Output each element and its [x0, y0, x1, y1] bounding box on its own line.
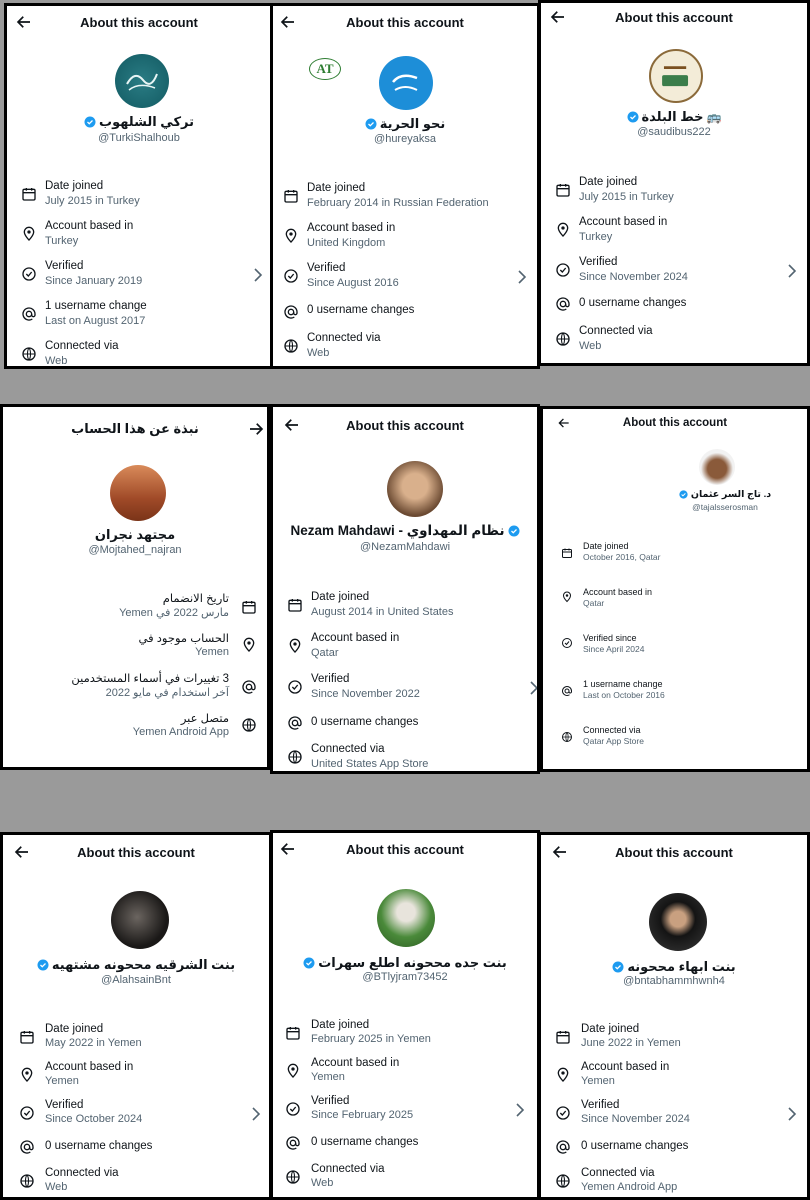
- display-name: بنت جده مححونه اطلع سهرات: [273, 955, 537, 971]
- back-arrow-icon[interactable]: [279, 13, 297, 31]
- page-title: نبذة عن هذا الحساب: [71, 421, 199, 436]
- display-name: بنت الشرقيه مححونه مشتهيه: [3, 957, 269, 973]
- at-sign-icon: [555, 1139, 571, 1155]
- chevron-right-icon[interactable]: [787, 1107, 797, 1121]
- account-panel-bntabha: [538, 832, 810, 1200]
- back-arrow-icon[interactable]: [557, 416, 571, 430]
- verified-badge-icon: [627, 111, 639, 123]
- calendar-icon: [21, 186, 37, 202]
- row-date-joined: Date joined May 2022 in Yemen: [3, 1023, 269, 1059]
- row-connected-via: Connected via Web: [7, 340, 271, 369]
- page-title: About this account: [346, 417, 464, 433]
- calendar-icon: [19, 1029, 35, 1045]
- account-panel-mojtahed: [0, 404, 270, 770]
- verified-badge-icon: [84, 116, 96, 128]
- display-name: نحو الحرية: [273, 116, 537, 132]
- verified-check-icon: [287, 679, 303, 695]
- at-sign-icon: [283, 304, 299, 320]
- account-panel-alahsain: [0, 832, 272, 1200]
- account-panel-nezam: [270, 404, 540, 774]
- location-pin-icon: [241, 637, 257, 653]
- back-arrow-icon[interactable]: [247, 420, 265, 438]
- username-handle: @TurkiShalhoub: [98, 132, 180, 144]
- account-panel-btlyjram: [270, 830, 540, 1200]
- row-date-joined: تاريخ الانضمام مارس 2022 في Yemen: [3, 591, 267, 627]
- username-handle: @tajalsserosman: [692, 502, 758, 512]
- page-title: About this account: [346, 14, 464, 30]
- bus-emoji-icon: 🚌: [706, 110, 722, 124]
- page-title: About this account: [80, 14, 198, 30]
- display-name: بنت ابهاء مححونه: [541, 959, 807, 975]
- row-username-changes: 0 username changes: [3, 1137, 269, 1173]
- account-panel-hureyaksa: [270, 3, 540, 369]
- row-verified[interactable]: Verified Since February 2025: [273, 1095, 537, 1131]
- account-panel-saudibus: [538, 0, 810, 366]
- avatar[interactable]: [649, 49, 703, 103]
- row-username-changes: 0 username changes: [541, 296, 807, 332]
- back-arrow-icon[interactable]: [279, 840, 297, 858]
- at-sign-icon: [241, 679, 257, 695]
- account-panel-tajalsser: [540, 406, 810, 772]
- row-verified[interactable]: Verified Since October 2024: [3, 1099, 269, 1135]
- row-connected-via: Connected via Qatar App Store: [543, 725, 807, 761]
- username-handle: @NezamMahdawi: [359, 541, 451, 553]
- at-sign-icon: [287, 715, 303, 731]
- back-arrow-icon[interactable]: [283, 416, 301, 434]
- row-verified[interactable]: Verified Since November 2024: [541, 1099, 807, 1135]
- row-date-joined: Date joined October 2016, Qatar: [543, 541, 807, 577]
- location-pin-icon: [561, 591, 573, 603]
- row-connected-via: Connected via United States App Store: [273, 743, 537, 774]
- at-sign-icon: [555, 296, 571, 312]
- row-account-based: Account based in Turkey: [541, 216, 807, 252]
- verified-badge-icon: [612, 961, 624, 973]
- avatar[interactable]: [387, 461, 443, 517]
- display-name: تركي الشلهوب: [7, 114, 271, 130]
- globe-icon: [555, 1173, 571, 1189]
- avatar[interactable]: [699, 449, 735, 485]
- globe-icon: [241, 717, 257, 733]
- calendar-icon: [561, 547, 573, 559]
- avatar[interactable]: [377, 889, 435, 947]
- calendar-icon: [283, 188, 299, 204]
- at-sign-icon: [21, 306, 37, 322]
- row-username-changes: 1 username change Last on October 2016: [543, 679, 807, 715]
- verified-check-icon: [19, 1105, 35, 1121]
- row-username-changes: 0 username changes: [541, 1137, 807, 1173]
- account-panel-turki: [4, 3, 274, 369]
- globe-icon: [21, 346, 37, 362]
- page-title: About this account: [615, 9, 733, 25]
- chevron-right-icon[interactable]: [251, 1107, 261, 1121]
- avatar[interactable]: [111, 891, 169, 949]
- row-username-changes: 3 تغييرات في أسماء المستخدمين آخر استخدام في مايو 2022: [3, 671, 267, 707]
- row-username-changes: 0 username changes: [273, 302, 537, 338]
- row-account-based: Account based in Qatar: [273, 632, 537, 668]
- chevron-right-icon[interactable]: [253, 268, 263, 282]
- location-pin-icon: [287, 638, 303, 654]
- location-pin-icon: [19, 1067, 35, 1083]
- calendar-icon: [241, 599, 257, 615]
- chevron-right-icon[interactable]: [787, 264, 797, 278]
- row-username-changes: 0 username changes: [273, 1133, 537, 1169]
- avatar[interactable]: [110, 465, 166, 521]
- display-name: مجتهد نجران: [94, 527, 176, 542]
- verified-badge-icon: [679, 490, 688, 499]
- row-verified[interactable]: Verified Since November 2024: [541, 256, 807, 292]
- location-pin-icon: [285, 1063, 301, 1079]
- globe-icon: [561, 731, 573, 743]
- row-connected-via: Connected via Web: [3, 1167, 269, 1200]
- back-arrow-icon[interactable]: [551, 843, 569, 861]
- display-name: د. تاج السر عثمان: [643, 489, 807, 500]
- verified-badge-icon: [365, 118, 377, 130]
- globe-icon: [555, 331, 571, 347]
- globe-icon: [283, 338, 299, 354]
- row-date-joined: Date joined July 2015 in Turkey: [541, 176, 807, 212]
- row-connected-via: متصل عبر Yemen Android App: [3, 711, 267, 747]
- username-handle: @saudibus222: [637, 126, 711, 138]
- at-sign-icon: [19, 1139, 35, 1155]
- globe-icon: [287, 749, 303, 765]
- row-username-changes: 1 username change Last on August 2017: [7, 300, 271, 336]
- back-arrow-icon[interactable]: [13, 843, 31, 861]
- row-connected-via: Connected via Web: [273, 1163, 537, 1199]
- row-date-joined: Date joined February 2014 in Russian Federation: [273, 182, 537, 218]
- row-verified[interactable]: Verified Since January 2019: [7, 260, 271, 296]
- avatar[interactable]: [379, 56, 433, 110]
- verified-check-icon: [555, 262, 571, 278]
- chevron-right-icon[interactable]: [529, 681, 539, 695]
- row-verified[interactable]: Verified since Since April 2024: [543, 633, 807, 669]
- row-connected-via: Connected via Yemen Android App: [541, 1167, 807, 1200]
- avatar[interactable]: [649, 893, 707, 951]
- chevron-right-icon[interactable]: [515, 1103, 525, 1117]
- calendar-icon: [555, 182, 571, 198]
- row-account-based: Account based in Yemen: [273, 1057, 537, 1093]
- page-title: About this account: [346, 841, 464, 857]
- verified-check-icon: [555, 1105, 571, 1121]
- row-connected-via: Connected via Web: [273, 332, 537, 368]
- verified-badge-icon: [303, 957, 315, 969]
- page-title: About this account: [615, 844, 733, 860]
- row-verified[interactable]: Verified Since November 2022: [273, 673, 537, 709]
- username-handle: @BTlyjram73452: [362, 971, 448, 983]
- location-pin-icon: [21, 226, 37, 242]
- row-account-based: Account based in Yemen: [541, 1061, 807, 1097]
- verified-badge-icon: [508, 525, 520, 537]
- avatar[interactable]: [115, 54, 169, 108]
- row-date-joined: Date joined July 2015 in Turkey: [7, 180, 271, 216]
- row-date-joined: Date joined August 2014 in United States: [273, 591, 537, 627]
- row-account-based: الحساب موجود في Yemen: [3, 631, 267, 667]
- verified-check-icon: [283, 268, 299, 284]
- location-pin-icon: [283, 228, 299, 244]
- username-handle: @Mojtahed_najran: [88, 544, 182, 556]
- page-title: About this account: [622, 417, 728, 429]
- back-arrow-icon[interactable]: [549, 8, 567, 26]
- location-pin-icon: [555, 222, 571, 238]
- back-arrow-icon[interactable]: [15, 13, 33, 31]
- display-name: خط البلدة 🚌: [541, 109, 807, 125]
- username-handle: @AlahsainBnt: [101, 974, 171, 986]
- verified-check-icon: [285, 1101, 301, 1117]
- page-title: About this account: [77, 844, 195, 860]
- row-connected-via: Connected via Web: [541, 325, 807, 361]
- row-date-joined: Date joined February 2025 in Yemen: [273, 1019, 537, 1055]
- at-sign-icon: [285, 1135, 301, 1151]
- row-account-based: Account based in United Kingdom: [273, 222, 537, 258]
- calendar-icon: [287, 597, 303, 613]
- globe-icon: [19, 1173, 35, 1189]
- calendar-icon: [555, 1029, 571, 1045]
- globe-icon: [285, 1169, 301, 1185]
- display-name: Nezam Mahdawi - نظام المهداوي: [273, 523, 537, 539]
- row-date-joined: Date joined June 2022 in Yemen: [541, 1023, 807, 1059]
- at-sign-icon: [561, 685, 573, 697]
- calendar-icon: [285, 1025, 301, 1041]
- verified-badge-icon: [37, 959, 49, 971]
- row-username-changes: 0 username changes: [273, 713, 537, 749]
- row-account-based: Account based in Turkey: [7, 220, 271, 256]
- at-logo: AT: [309, 58, 341, 80]
- username-handle: @hureyaksa: [374, 133, 436, 145]
- username-handle: @bntabhammhwnh4: [623, 975, 725, 987]
- row-verified[interactable]: Verified Since August 2016: [273, 262, 537, 298]
- row-account-based: Account based in Yemen: [3, 1061, 269, 1097]
- verified-check-icon: [561, 637, 573, 649]
- chevron-right-icon[interactable]: [517, 270, 527, 284]
- verified-check-icon: [21, 266, 37, 282]
- row-account-based: Account based in Qatar: [543, 587, 807, 623]
- location-pin-icon: [555, 1067, 571, 1083]
